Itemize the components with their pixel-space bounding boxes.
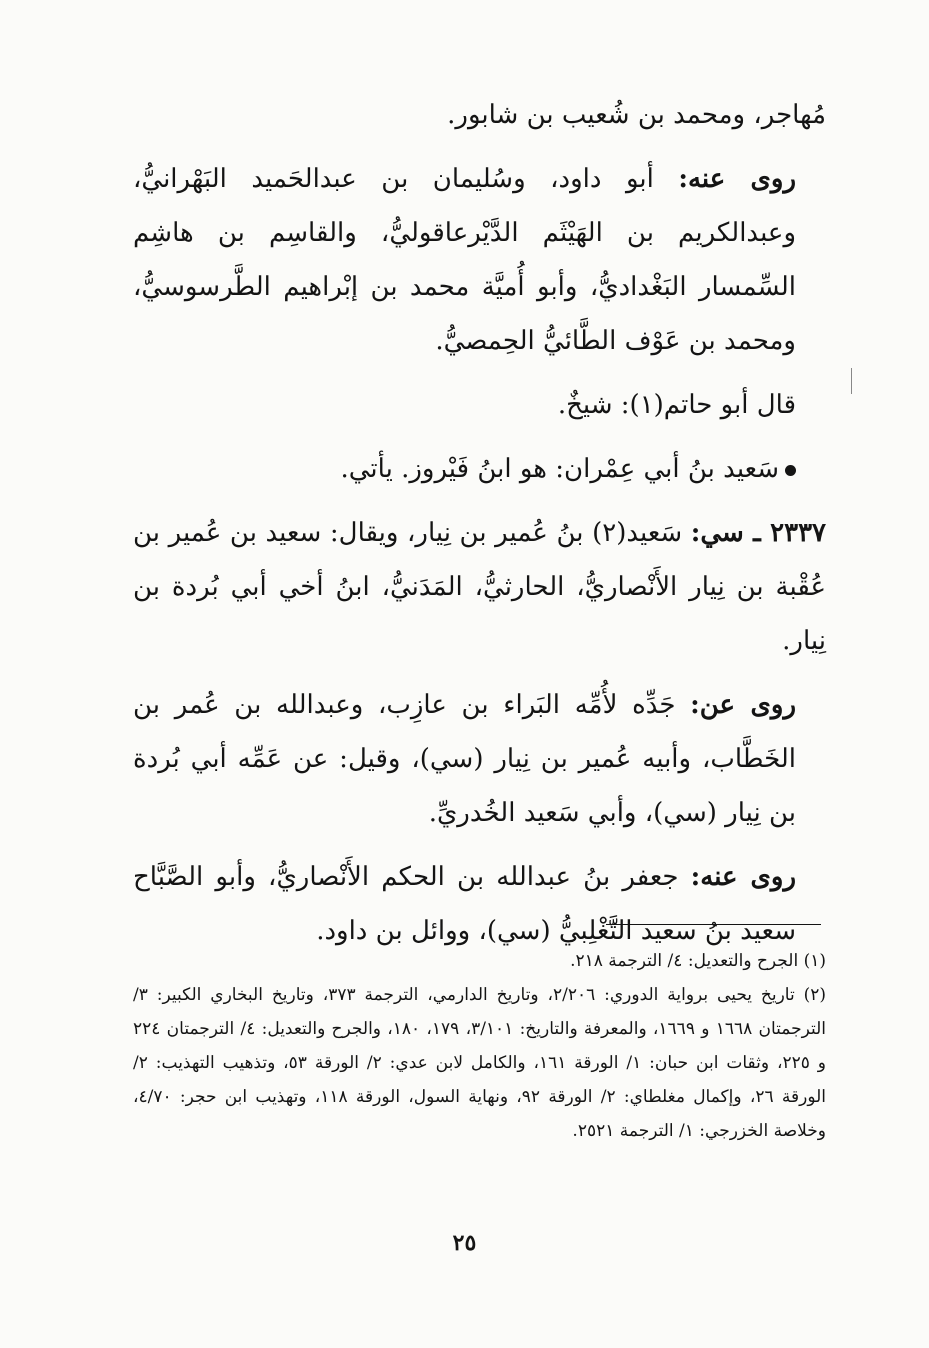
- entry-text: سَعيد(٢) بنُ عُمير بن نِيار، ويقال: سعيد بن عُمير بن عُقْبة بن نِيار الأَنْصاريُّ، الحارثيُّ، المَدَنيُّ، ابنُ أخي أبي بُردة بن نِيار.: [133, 518, 826, 656]
- footnote-1: (١) الجرح والتعديل: ٤/ الترجمة ٢١٨.: [570, 951, 826, 971]
- entry-2337: [133, 506, 826, 668]
- paragraph-narrators-from-2: روى عنه: جعفر بنُ عبدالله بن الحكم الأَنْصاريُّ، وأبو الصَّبَّاح سعيد بنُ سعيد التَّغْلِبيُّ (سي)، ووائل بن داود.: [133, 862, 796, 946]
- bullet-dot-icon: [785, 465, 796, 476]
- footnote-2: (٢) تاريخ يحيى برواية الدوري: ٢/٢٠٦، وتاريخ الدارمي، الترجمة ٣٧٣، وتاريخ البخاري الكبير: ٣/ الترجمتان ١٦٦٨ و ١٦٦٩، والمعرفة والتاريخ: ٣/١٠١، ١٧٩، ١٨٠، والجرح والتعديل: ٤/ الترجمتان ٢٢٤ و ٢٢٥، وثقات ابن حبان: ١/ الورقة ١٦١، والكامل لابن عدي: ٢/ الورقة ٥٣، وتذهيب التهذيب: ٢/ الورقة ٢٦، وإكمال مغلطاي: ٢/ الورقة ٩٢، ونهاية السول، الورقة ١١٨، وتهذيب ابن حجر: ٤/٧٠، وخلاصة الخزرجي: ١/ الترجمة ٢٥٢١.: [133, 985, 827, 1141]
- entry-number: ٢٣٣٧ ـ سي:: [690, 518, 826, 548]
- label-rawa-anhu: روى عنه:: [678, 164, 796, 194]
- page-number: ٢٥: [452, 1230, 477, 1256]
- main-text: [133, 88, 826, 968]
- paragraph-cross-reference: سَعيد بنُ أبي عِمْران: هو ابنُ فَيْروز. يأتي.: [133, 442, 826, 496]
- paragraph-abu-hatim: قال أبو حاتم(١): شيخٌ.: [557, 390, 796, 420]
- footnotes: [133, 944, 826, 1148]
- scan-mark: [851, 368, 852, 394]
- paragraph-narrated-from: روى عن: جَدِّه لأُمِّه البَراء بن عازِب، وعبدالله بن عُمر بن الخَطَّاب، وأبيه عُمير بن نِيار (سي)، وقيل: عن عَمِّه أبي بُردة بن نِيار (سي)، وأبي سَعيد الخُدريِّ.: [133, 690, 797, 828]
- paragraph-narrators-from: [133, 152, 826, 368]
- narrators-list: أبو داود، وسُليمان بن عبدالحَميد البَهْرانيُّ، وعبدالكريم بن الهَيْثَم الدَّيْرعاقوليُّ، والقاسِم بن هاشِم السِّمسار البَغْداديُّ، وأبو أُميَّة محمد بن إبْراهيم الطَّرسوسيُّ، ومحمد بن عَوْف الطَّائيُّ الحِمصيُّ.: [133, 164, 796, 356]
- footnote-separator: [606, 924, 821, 925]
- paragraph-continuation: مُهاجر، ومحمد بن شُعيب بن شابور.: [447, 100, 826, 130]
- label-rawa-anhu-2: روى عنه:: [690, 862, 796, 892]
- label-rawa-an: روى عن:: [690, 690, 797, 720]
